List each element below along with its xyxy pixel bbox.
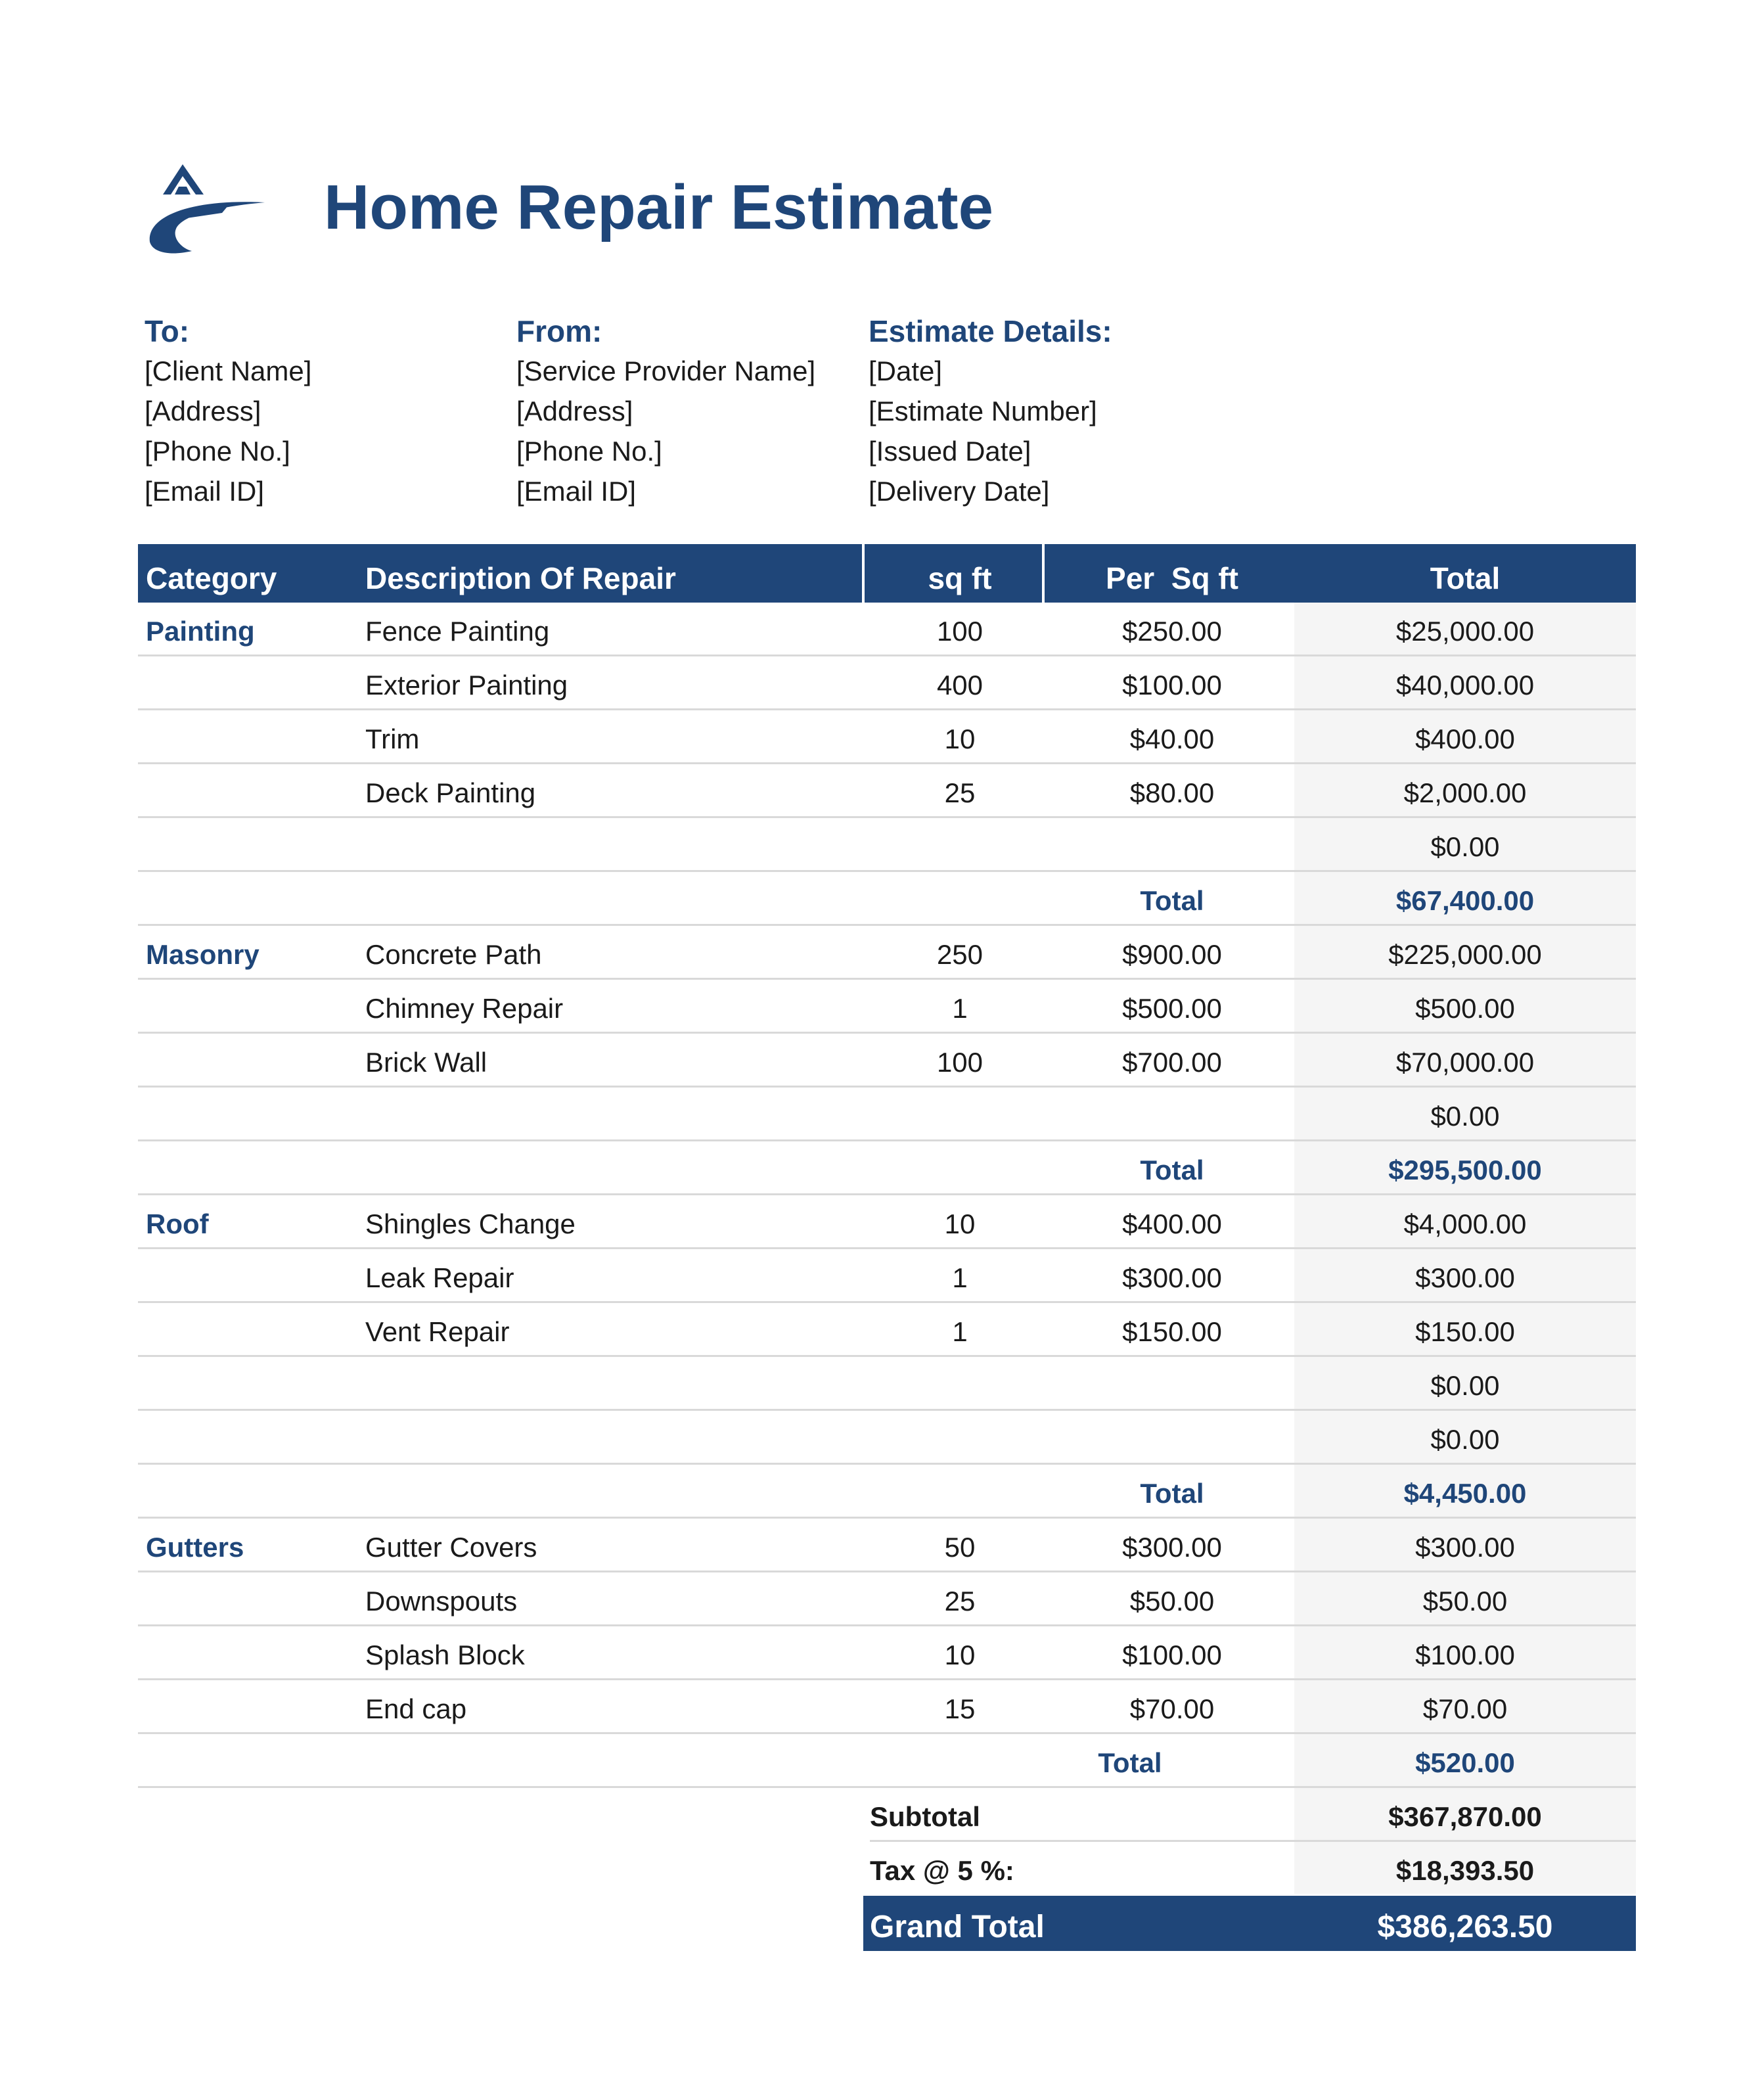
total-cell: $0.00 — [1430, 1101, 1500, 1132]
details-date: [Date] — [869, 355, 943, 386]
subtotal-value: $367,870.00 — [1294, 1788, 1636, 1840]
total-cell: $0.00 — [1430, 1424, 1500, 1455]
sqft-cell: 400 — [936, 670, 984, 700]
subtotal-row — [138, 1788, 1636, 1842]
sqft-cell: 100 — [936, 616, 984, 647]
table-body — [138, 603, 1636, 1788]
description-cell: Deck Painting — [365, 777, 536, 808]
total-cell: $225,000.00 — [1388, 939, 1542, 970]
details-delivery-date: [Delivery Date] — [869, 476, 1050, 507]
header-divider — [1042, 544, 1045, 603]
per-sqft-cell — [1050, 1357, 1294, 1409]
sqft-cell: 15 — [944, 1693, 976, 1724]
total-cell: $2,000.00 — [1403, 777, 1527, 808]
details-issued-date: [Issued Date] — [869, 436, 1031, 467]
category-cell: Masonry — [146, 939, 260, 970]
group-total-label: Total — [1140, 1478, 1204, 1509]
from-provider-name: [Service Provider Name] — [516, 355, 816, 386]
per-sqft-cell: $70.00 — [1129, 1693, 1215, 1724]
page-title: Home Repair Estimate — [324, 172, 994, 242]
description-cell: Shingles Change — [365, 1208, 576, 1239]
to-heading: To: — [145, 314, 190, 348]
group-total-value: $295,500.00 — [1388, 1155, 1542, 1185]
total-cell: $0.00 — [1430, 1370, 1500, 1401]
description-cell: Vent Repair — [365, 1316, 510, 1347]
description-cell: Concrete Path — [365, 939, 542, 970]
to-address: [Address] — [145, 396, 261, 426]
to-block — [145, 311, 311, 511]
from-address: [Address] — [516, 396, 633, 426]
total-cell: $70.00 — [1422, 1693, 1508, 1724]
total-cell: $0.00 — [1430, 831, 1500, 862]
table-row — [138, 1519, 1636, 1572]
group-total-row — [138, 1734, 1636, 1788]
per-sqft-cell: $300.00 — [1122, 1262, 1222, 1293]
total-cell: $4,000.00 — [1403, 1208, 1527, 1239]
table-row — [138, 1088, 1636, 1141]
table-row — [138, 1249, 1636, 1303]
col-total: Total — [1430, 561, 1501, 595]
group-total-row — [138, 872, 1636, 926]
sqft-cell — [870, 818, 1050, 870]
group-total-label: Total — [1140, 885, 1204, 916]
description-cell: Trim — [365, 723, 420, 754]
per-sqft-cell: $250.00 — [1122, 616, 1222, 647]
subtotal-label: Subtotal — [870, 1801, 980, 1832]
sqft-cell: 250 — [936, 939, 984, 970]
col-sqft: sq ft — [928, 561, 992, 595]
per-sqft-cell: $700.00 — [1122, 1047, 1222, 1078]
table-row — [138, 1034, 1636, 1088]
table-row — [138, 603, 1636, 656]
sqft-cell — [870, 1357, 1050, 1409]
grand-total-value: $386,263.50 — [1377, 1910, 1553, 1944]
group-total-row — [138, 1465, 1636, 1519]
details-heading: Estimate Details: — [869, 314, 1112, 348]
per-sqft-cell: $150.00 — [1122, 1316, 1222, 1347]
from-heading: From: — [516, 314, 602, 348]
table-row — [138, 656, 1636, 710]
sqft-cell — [870, 1088, 1050, 1139]
per-sqft-cell — [1050, 818, 1294, 870]
total-cell: $300.00 — [1415, 1532, 1515, 1563]
sqft-cell: 50 — [944, 1532, 976, 1563]
tax-row — [138, 1842, 1636, 1896]
tax-label: Tax @ 5 %: — [870, 1855, 1014, 1886]
sqft-cell: 1 — [952, 1262, 968, 1293]
table-row — [138, 1680, 1636, 1734]
per-sqft-cell: $50.00 — [1129, 1586, 1215, 1617]
to-client-name: [Client Name] — [145, 355, 312, 386]
sqft-cell: 1 — [952, 993, 968, 1024]
table-row — [138, 1357, 1636, 1411]
total-cell: $25,000.00 — [1395, 616, 1535, 647]
tax-value: $18,393.50 — [1294, 1842, 1636, 1894]
per-sqft-cell — [1050, 1088, 1294, 1139]
table-row — [138, 1411, 1636, 1465]
table-row — [138, 980, 1636, 1034]
total-cell: $500.00 — [1415, 993, 1515, 1024]
per-sqft-cell: $300.00 — [1122, 1532, 1222, 1563]
category-cell: Roof — [146, 1208, 209, 1239]
total-cell: $40,000.00 — [1395, 670, 1535, 700]
sqft-cell: 25 — [944, 777, 976, 808]
sqft-cell: 1 — [952, 1316, 968, 1347]
description-cell: Brick Wall — [365, 1047, 487, 1078]
sqft-cell — [870, 1411, 1050, 1463]
sqft-cell: 10 — [944, 723, 976, 754]
per-sqft-cell: $500.00 — [1122, 993, 1222, 1024]
per-sqft-cell: $100.00 — [1122, 670, 1222, 700]
total-cell: $50.00 — [1422, 1586, 1508, 1617]
from-email: [Email ID] — [516, 476, 637, 507]
col-category: Category — [146, 561, 277, 595]
description-cell: Splash Block — [365, 1640, 525, 1670]
group-total-row — [138, 1141, 1636, 1195]
description-cell: Chimney Repair — [365, 993, 564, 1024]
group-total-value: $520.00 — [1415, 1747, 1515, 1778]
group-total-label: Total — [1098, 1747, 1162, 1778]
sqft-cell: 25 — [944, 1586, 976, 1617]
company-logo-icon — [143, 164, 265, 263]
total-cell: $400.00 — [1415, 723, 1515, 754]
group-total-value: $4,450.00 — [1403, 1478, 1527, 1509]
to-email: [Email ID] — [145, 476, 265, 507]
total-cell: $100.00 — [1415, 1640, 1515, 1670]
from-phone: [Phone No.] — [516, 436, 662, 467]
table-row — [138, 1572, 1636, 1626]
grand-total-row — [863, 1896, 1636, 1951]
description-cell: Gutter Covers — [365, 1532, 537, 1563]
table-row — [138, 1626, 1636, 1680]
col-per-sqft: Per Sq ft — [1106, 561, 1238, 595]
per-sqft-cell: $900.00 — [1122, 939, 1222, 970]
to-phone: [Phone No.] — [145, 436, 290, 467]
sqft-cell: 10 — [944, 1208, 976, 1239]
table-row — [138, 1303, 1636, 1357]
description-cell: Fence Painting — [365, 616, 550, 647]
table-row — [138, 818, 1636, 872]
header-divider — [862, 544, 865, 603]
from-block — [516, 311, 815, 511]
table-row — [138, 764, 1636, 818]
total-cell: $150.00 — [1415, 1316, 1515, 1347]
per-sqft-cell: $40.00 — [1129, 723, 1215, 754]
description-cell: End cap — [365, 1693, 467, 1724]
per-sqft-cell: $100.00 — [1122, 1640, 1222, 1670]
category-cell: Painting — [146, 616, 255, 647]
sqft-cell: 100 — [936, 1047, 984, 1078]
table-row — [138, 1195, 1636, 1249]
per-sqft-cell: $80.00 — [1129, 777, 1215, 808]
group-total-label: Total — [1140, 1155, 1204, 1185]
estimate-table — [138, 544, 1636, 1951]
sqft-cell: 10 — [944, 1640, 976, 1670]
details-block — [869, 311, 1112, 511]
description-cell: Downspouts — [365, 1586, 518, 1617]
total-cell: $70,000.00 — [1395, 1047, 1535, 1078]
table-row — [138, 710, 1636, 764]
category-cell: Gutters — [146, 1532, 244, 1563]
description-cell: Leak Repair — [365, 1262, 514, 1293]
grand-total-label: Grand Total — [870, 1910, 1045, 1944]
table-header — [138, 544, 1636, 603]
description-cell: Exterior Painting — [365, 670, 568, 700]
col-description: Description Of Repair — [365, 561, 676, 595]
total-cell: $300.00 — [1415, 1262, 1515, 1293]
table-row — [138, 926, 1636, 980]
details-estimate-number: [Estimate Number] — [869, 396, 1097, 426]
group-total-value: $67,400.00 — [1395, 885, 1535, 916]
per-sqft-cell: $400.00 — [1122, 1208, 1222, 1239]
per-sqft-cell — [1050, 1411, 1294, 1463]
